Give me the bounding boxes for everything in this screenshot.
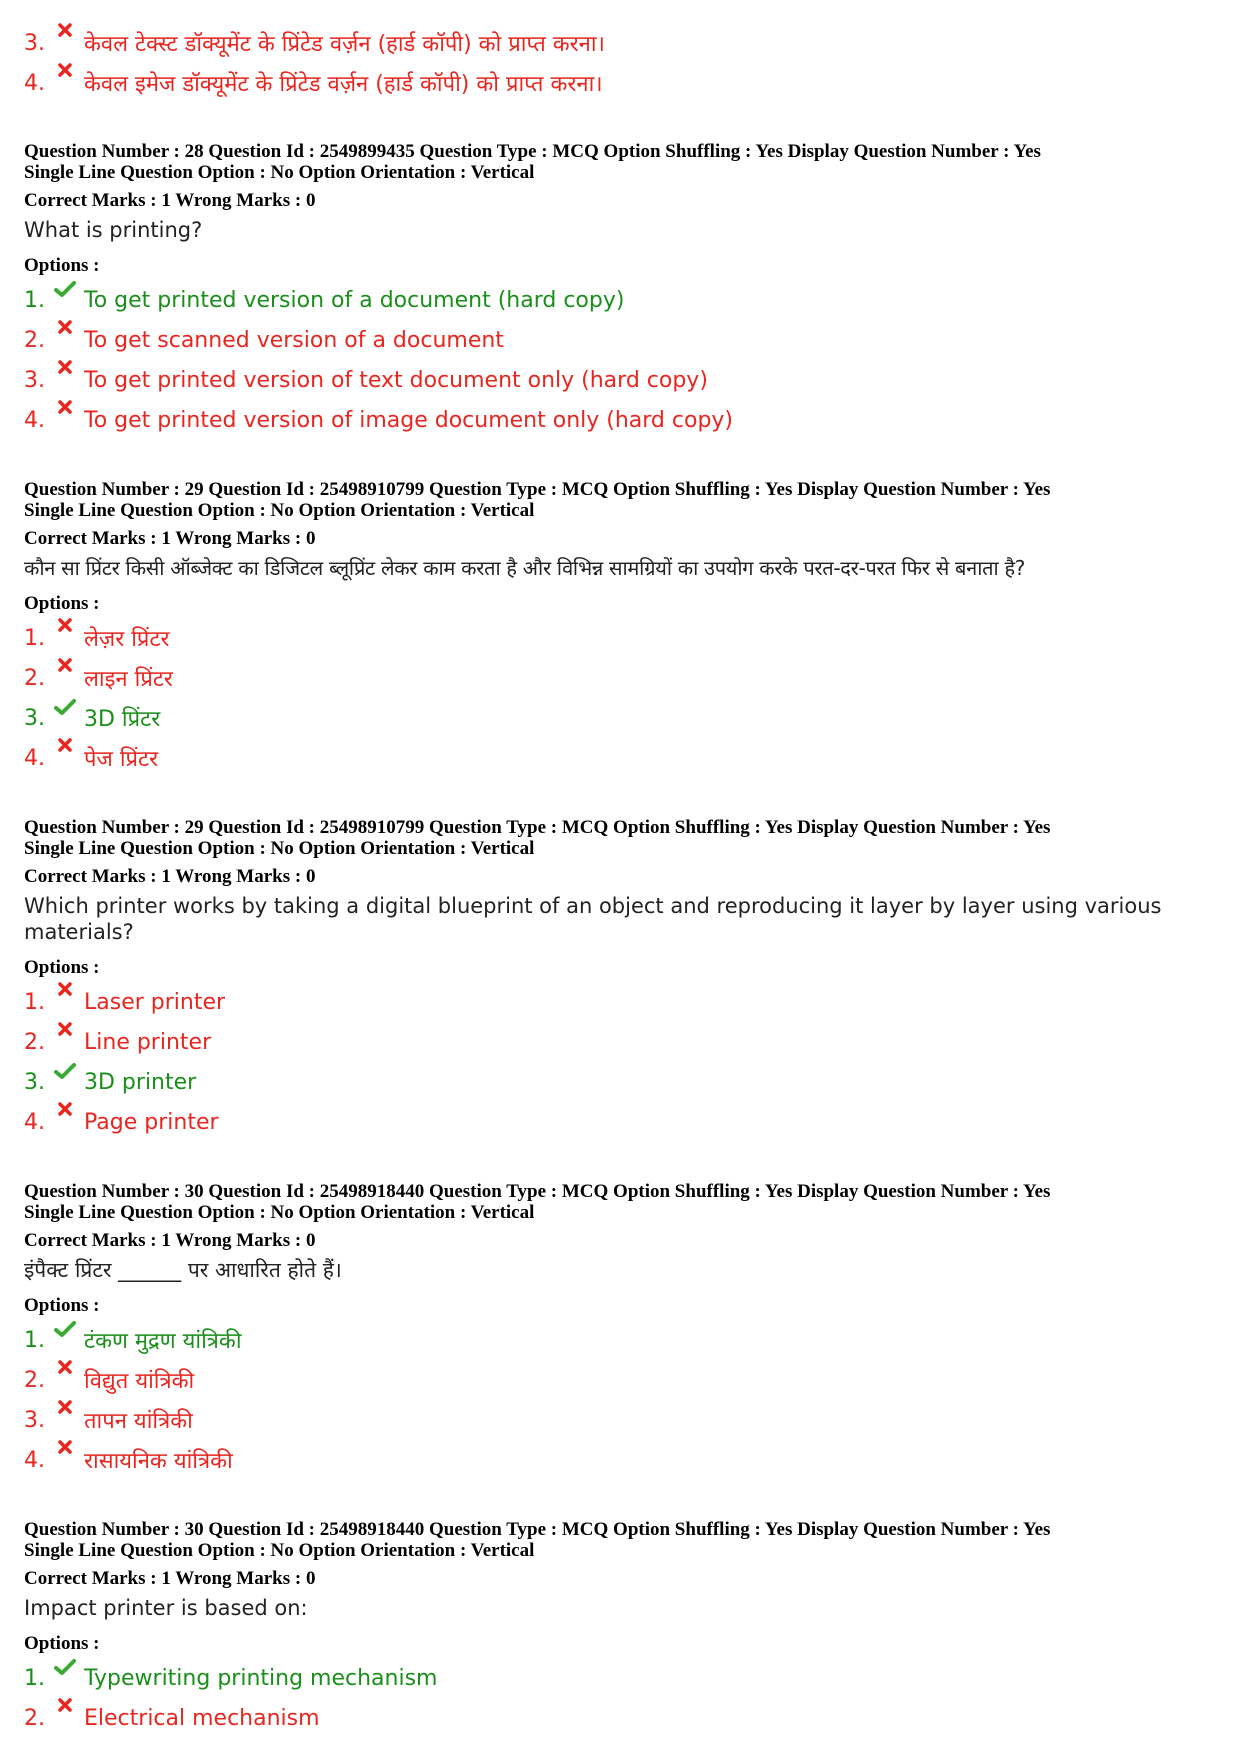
question-text: What is printing? xyxy=(24,218,203,242)
option-number: 1. xyxy=(24,1327,45,1353)
option-number: 3. xyxy=(24,1069,45,1095)
option-item xyxy=(24,363,708,397)
option-number: 4. xyxy=(24,407,45,433)
option-text: Line printer xyxy=(84,1029,212,1055)
option-number: 4. xyxy=(24,70,45,96)
cross-icon xyxy=(50,618,80,648)
check-icon xyxy=(50,1320,80,1350)
option-text: रासायनिक यांत्रिकी xyxy=(84,1449,233,1474)
cross-icon xyxy=(50,982,80,1012)
option-item xyxy=(24,1701,320,1735)
cross-icon xyxy=(50,1400,80,1430)
option-text: केवल टेक्स्ट डॉक्यूमेंट के प्रिंटेड वर्ज़न (हार्ड कॉपी) को प्राप्त करना। xyxy=(84,32,605,57)
option-text: Laser printer xyxy=(84,989,226,1015)
check-icon xyxy=(50,1658,80,1688)
question-meta: Question Number : 30 Question Id : 25498918440 Question Type : MCQ Option Shuffling : Yes Display Question Number : Yes Single Line Question Option : No Option Orientation : Vertical xyxy=(24,1181,1051,1223)
option-item xyxy=(24,661,173,695)
option-number: 4. xyxy=(24,1109,45,1135)
check-icon xyxy=(50,698,80,728)
option-number: 1. xyxy=(24,287,45,313)
options-label: Options : xyxy=(24,957,100,978)
check-icon xyxy=(50,280,80,310)
option-number: 2. xyxy=(24,1367,45,1393)
option-item xyxy=(24,1363,194,1397)
question-meta: Question Number : 28 Question Id : 2549899435 Question Type : MCQ Option Shuffling : Yes Display Question Number : Yes Single Line Question Option : No Option Orientation : Vertical xyxy=(24,141,1041,183)
option-number: 1. xyxy=(24,625,45,651)
option-number: 2. xyxy=(24,1029,45,1055)
option-item xyxy=(24,1323,242,1357)
option-text: पेज प्रिंटर xyxy=(84,747,159,772)
question-marks: Correct Marks : 1 Wrong Marks : 0 xyxy=(24,1230,316,1251)
cross-icon xyxy=(50,320,80,350)
option-text: Typewriting printing mechanism xyxy=(84,1665,438,1691)
options-label: Options : xyxy=(24,1633,100,1654)
question-marks: Correct Marks : 1 Wrong Marks : 0 xyxy=(24,528,316,549)
option-item xyxy=(24,1105,219,1139)
cross-icon xyxy=(50,1360,80,1390)
cross-icon xyxy=(50,1102,80,1132)
option-text: केवल इमेज डॉक्यूमेंट के प्रिंटेड वर्ज़न (हार्ड कॉपी) को प्राप्त करना। xyxy=(84,72,603,97)
check-icon xyxy=(50,1062,80,1092)
option-item xyxy=(24,1403,193,1437)
option-item xyxy=(24,403,733,437)
cross-icon xyxy=(50,738,80,768)
option-item xyxy=(24,1025,211,1059)
option-item xyxy=(24,741,158,775)
option-text: तापन यांत्रिकी xyxy=(84,1409,193,1434)
question-text: Impact printer is based on: xyxy=(24,1596,308,1620)
option-item xyxy=(24,701,160,735)
option-number: 3. xyxy=(24,30,45,56)
option-item xyxy=(24,985,225,1019)
question-text: Which printer works by taking a digital blueprint of an object and reproducing it layer by layer using various materials? xyxy=(24,894,1162,944)
question-meta: Question Number : 30 Question Id : 25498918440 Question Type : MCQ Option Shuffling : Yes Display Question Number : Yes Single Line Question Option : No Option Orientation : Vertical xyxy=(24,1519,1051,1561)
option-number: 2. xyxy=(24,665,45,691)
option-item xyxy=(24,1065,196,1099)
option-number: 2. xyxy=(24,1705,45,1731)
option-item xyxy=(24,26,605,60)
option-text: 3D printer xyxy=(84,1069,197,1095)
option-item xyxy=(24,621,170,655)
option-item xyxy=(24,323,504,357)
question-meta: Question Number : 29 Question Id : 25498910799 Question Type : MCQ Option Shuffling : Yes Display Question Number : Yes Single Line Question Option : No Option Orientation : Vertical xyxy=(24,479,1051,521)
cross-icon xyxy=(50,400,80,430)
option-text: विद्युत यांत्रिकी xyxy=(84,1369,195,1394)
options-label: Options : xyxy=(24,1295,100,1316)
cross-icon xyxy=(50,360,80,390)
cross-icon xyxy=(50,23,80,53)
option-number: 4. xyxy=(24,1447,45,1473)
options-label: Options : xyxy=(24,255,100,276)
question-marks: Correct Marks : 1 Wrong Marks : 0 xyxy=(24,1568,316,1589)
question-marks: Correct Marks : 1 Wrong Marks : 0 xyxy=(24,866,316,887)
question-text: कौन सा प्रिंटर किसी ऑब्जेक्ट का डिजिटल ब्लूप्रिंट लेकर काम करता है और विभिन्न सामग्रियों का उपयोग करके परत-दर-परत फिर से बनाता है? xyxy=(24,556,1026,580)
option-number: 3. xyxy=(24,705,45,731)
option-item xyxy=(24,66,603,100)
option-item xyxy=(24,1443,233,1477)
options-label: Options : xyxy=(24,593,100,614)
option-number: 3. xyxy=(24,1407,45,1433)
option-text: To get printed version of image document only (hard copy) xyxy=(84,407,734,433)
option-number: 4. xyxy=(24,745,45,771)
option-number: 1. xyxy=(24,1665,45,1691)
cross-icon xyxy=(50,1440,80,1470)
option-text: टंकण मुद्रण यांत्रिकी xyxy=(84,1329,242,1354)
option-text: To get scanned version of a document xyxy=(84,327,504,353)
option-number: 2. xyxy=(24,327,45,353)
option-text: To get printed version of a document (hard copy) xyxy=(84,287,625,313)
option-text: लेज़र प्रिंटर xyxy=(84,627,170,652)
option-item xyxy=(24,1661,437,1695)
option-text: Electrical mechanism xyxy=(84,1705,320,1731)
question-meta: Question Number : 29 Question Id : 25498910799 Question Type : MCQ Option Shuffling : Yes Display Question Number : Yes Single Line Question Option : No Option Orientation : Vertical xyxy=(24,817,1051,859)
option-text: Page printer xyxy=(84,1109,219,1135)
cross-icon xyxy=(50,1022,80,1052)
option-text: To get printed version of text document only (hard copy) xyxy=(84,367,708,393)
option-number: 3. xyxy=(24,367,45,393)
cross-icon xyxy=(50,63,80,93)
option-item xyxy=(24,283,624,317)
option-text: 3D प्रिंटर xyxy=(84,707,161,732)
question-text: इंपैक्ट प्रिंटर ______ पर आधारित होते हैं। xyxy=(24,1258,342,1282)
question-marks: Correct Marks : 1 Wrong Marks : 0 xyxy=(24,190,316,211)
option-text: लाइन प्रिंटर xyxy=(84,667,173,692)
cross-icon xyxy=(50,658,80,688)
option-number: 1. xyxy=(24,989,45,1015)
cross-icon xyxy=(50,1698,80,1728)
